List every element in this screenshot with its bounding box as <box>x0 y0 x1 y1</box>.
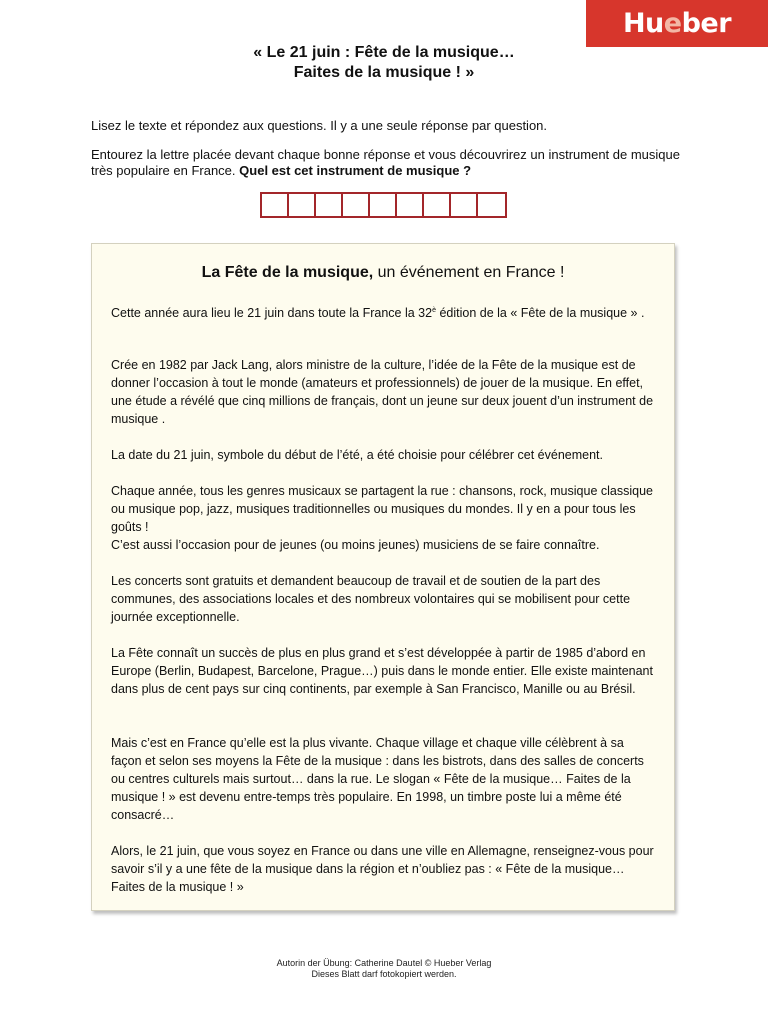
article-paragraph-2: Crée en 1982 par Jack Lang, alors ministre de la culture, l’idée de la Fête de la musique est de donner l’occasion à tout le monde (amateurs et professionnels) de jouer de la musique. En effet, une étude a révélé que cinq millions de français, dont un jeune sur deux jouent d’un instrument de musique . <box>111 358 654 426</box>
p1-start: Cette année aura lieu le 21 juin dans toute la France la 32 <box>111 306 433 321</box>
answer-box[interactable] <box>262 194 289 216</box>
answer-box[interactable] <box>343 194 370 216</box>
article-paragraph-4b: C’est aussi l’occasion pour de jeunes (ou moins jeunes) musiciens de se faire connaître. <box>111 538 600 552</box>
instruction-read: Lisez le texte et répondez aux questions. Il y a une seule réponse par question. <box>91 118 548 133</box>
p1-superscript: è <box>432 307 436 314</box>
hueber-logo <box>586 0 768 47</box>
article-heading <box>92 263 674 283</box>
article-paragraph-5: Les concerts sont gratuits et demandent beaucoup de travail et de soutien de la part des communes, des associations locales et des nombreux volontaires qui se mobilisent pour cette journée exceptionnelle. <box>111 574 631 624</box>
answer-box[interactable] <box>424 194 451 216</box>
footer <box>0 958 768 980</box>
article-paragraph-7: Mais c’est en France qu’elle est la plus vivante. Chaque village et chaque ville célèbrent à sa façon et selon ses moyens la Fête de la musique : dans les bistrots, dans des salles de concerts ou centres culturels mais surtout… dans la rue. Le slogan « Fête de la musique… Faites de la musique ! » est devenu entre-temps très populaire. En 1998, un timbre poste lui a même été consacré… <box>111 736 644 822</box>
article-card <box>91 243 675 911</box>
answer-box[interactable] <box>289 194 316 216</box>
logo-text-start: Hu <box>622 8 664 39</box>
answer-box[interactable] <box>451 194 478 216</box>
instruction-circle <box>91 147 691 179</box>
logo-text-highlight: e <box>663 8 682 39</box>
answer-box[interactable] <box>478 194 505 216</box>
article-paragraph-6: La Fête connaît un succès de plus en plus grand et s’est développée à partir de 1985 d’abord en Europe (Berlin, Budapest, Barcelone, Prague…) puis dans le monde entier. Elle existe maintenant dans plus de cent pays sur cinq continents, par exemple à San Francisco, Manille ou au Brésil. <box>111 646 653 696</box>
article-paragraph-4: Chaque année, tous les genres musicaux se partagent la rue : chansons, rock, musique classique ou musique pop, jazz, musiques traditionnelles ou musiques du mondes. Il y en a pour tous les goûts ! <box>111 484 653 534</box>
article-heading-rest: un événement en France ! <box>373 264 565 281</box>
article-heading-bold: La Fête de la musique, <box>201 264 374 281</box>
title-line-2: Faites de la musique ! » <box>293 64 475 81</box>
p1-end: édition de la « Fête de la musique » . <box>435 306 645 321</box>
page-title <box>0 43 768 83</box>
answer-box[interactable] <box>397 194 424 216</box>
answer-box[interactable] <box>370 194 397 216</box>
article-paragraph-1 <box>111 302 657 322</box>
answer-letter-grid <box>260 192 507 218</box>
title-line-1: « Le 21 juin : Fête de la musique… <box>253 44 515 61</box>
article-paragraph-3: La date du 21 juin, symbole du début de l’été, a été choisie pour célébrer cet événement. <box>111 448 603 462</box>
answer-box[interactable] <box>316 194 343 216</box>
instruction-circle-text: Entourez la lettre placée devant chaque bonne réponse et vous découvrirez un instrument de musique très populaire en France. <box>91 147 680 178</box>
article-paragraph-8: Alors, le 21 juin, que vous soyez en France ou dans une ville en Allemagne, renseignez-vous pour savoir s’il y a une fête de la musique dans la région et n’oubliez pas : « Fête de la musique… Faites de la musique ! » <box>111 844 654 894</box>
footer-credit: Autorin der Übung: Catherine Dautel © Hueber Verlag <box>276 958 492 968</box>
footer-copy-notice: Dieses Blatt darf fotokopiert werden. <box>311 969 457 979</box>
logo-text-end: ber <box>681 8 732 39</box>
instruction-question: Quel est cet instrument de musique ? <box>239 163 472 178</box>
